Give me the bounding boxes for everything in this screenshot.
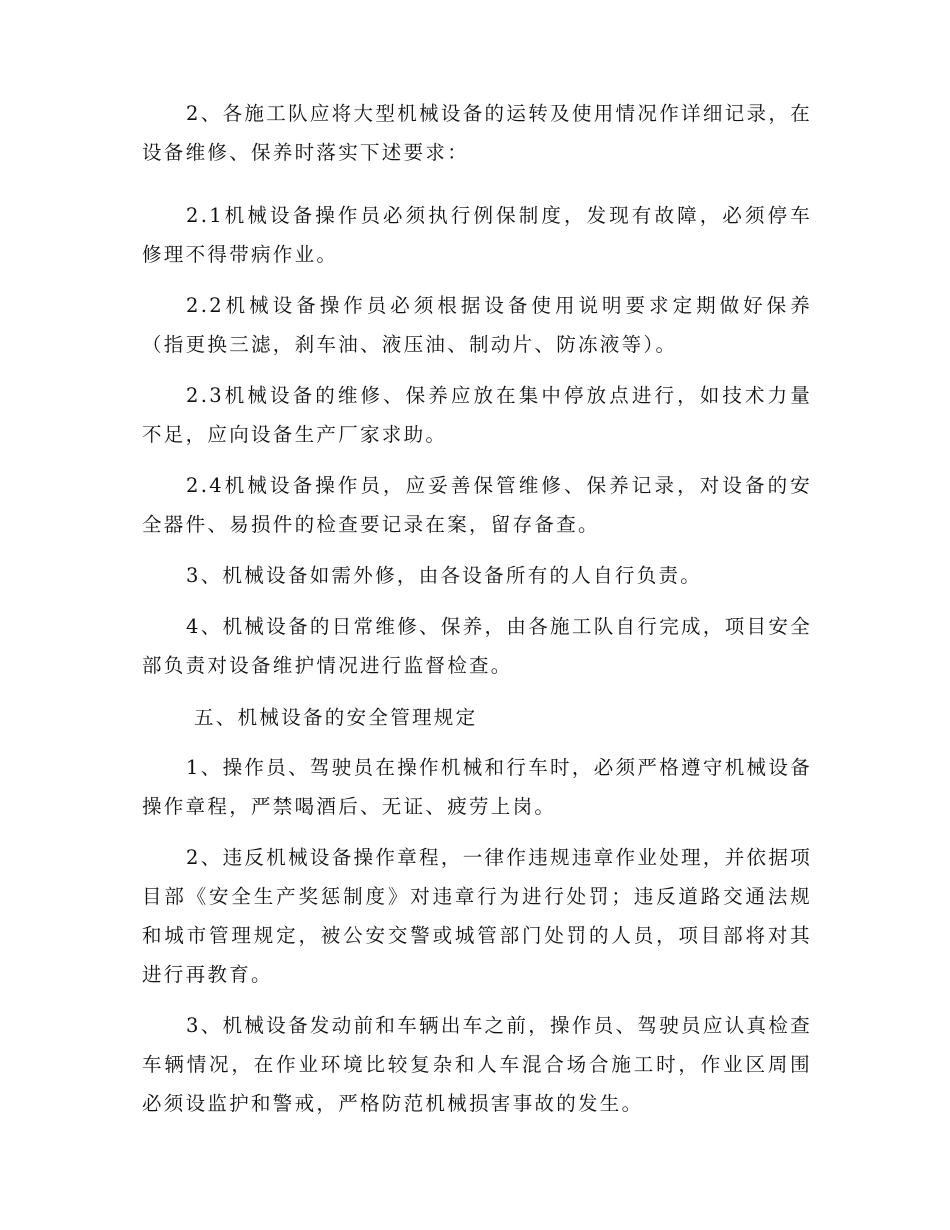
paragraph-record-requirements: 2、各施工队应将大型机械设备的运转及使用情况作详细记录，在设备维修、保养时落实下述要求： <box>142 102 812 164</box>
paragraph-2-3: 2.3机械设备的维修、保养应放在集中停放点进行，如技术力量不足，应向设备生产厂家求助。 <box>142 384 812 446</box>
paragraph-2-1: 2.1机械设备操作员必须执行例保制度，发现有故障，必须停车修理不得带病作业。 <box>142 204 812 266</box>
paragraph-3-external-repair: 3、机械设备如需外修，由各设备所有的人自行负责。 <box>186 564 703 587</box>
paragraph-2-2: 2.2机械设备操作员必须根据设备使用说明要求定期做好保养（指更换三滤，刹车油、液压油、制动片、防冻液等）。 <box>142 294 812 356</box>
section-heading-5: 五、机械设备的安全管理规定 <box>194 706 478 729</box>
paragraph-1-operators: 1、操作员、驾驶员在操作机械和行车时，必须严格遵守机械设备操作章程，严禁喝酒后、无证、疲劳上岗。 <box>142 756 812 818</box>
paragraph-2-4: 2.4机械设备操作员，应妥善保管维修、保养记录，对设备的安全器件、易损件的检查要记录在案，留存备查。 <box>142 474 812 536</box>
paragraph-4-daily-maintenance: 4、机械设备的日常维修、保养，由各施工队自行完成，项目安全部负责对设备维护情况进行监督检查。 <box>142 615 812 677</box>
paragraph-2-violations: 2、违反机械设备操作章程，一律作违规违章作业处理，并依据项目部《安全生产奖惩制度》对违章行为进行处罚；违反道路交通法规和城市管理规定，被公安交警或城管部门处罚的人员，项目部将对其进行再教育。 <box>142 846 812 986</box>
paragraph-3-pre-start-check: 3、机械设备发动前和车辆出车之前，操作员、驾驶员应认真检查车辆情况，在作业环境比较复杂和人车混合场合施工时，作业区周围必须设监护和警戒，严格防范机械损害事故的发生。 <box>142 1014 812 1115</box>
